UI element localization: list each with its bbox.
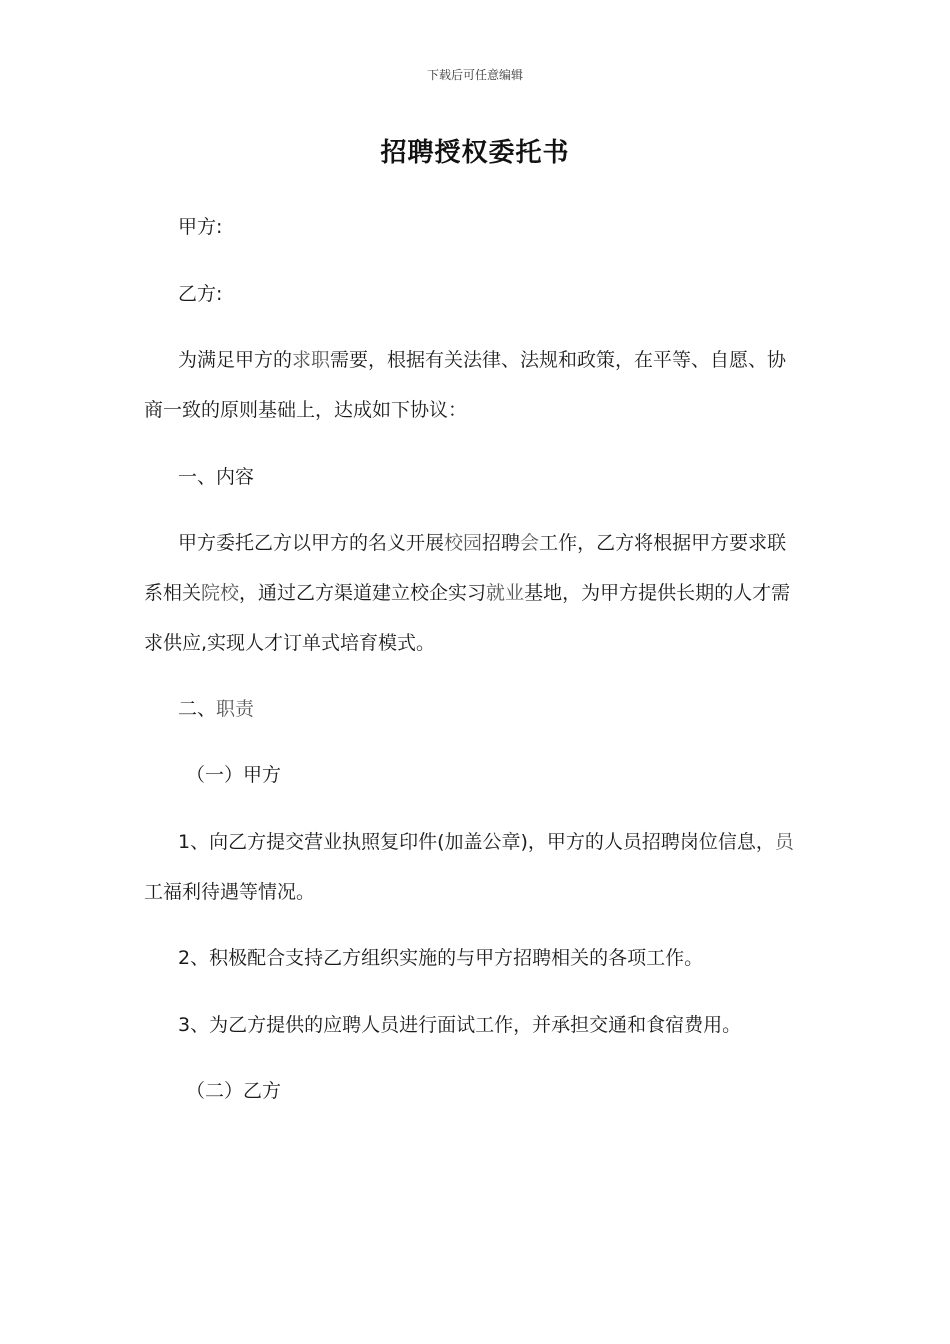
item-1-text: 1、向乙方提交营业执照复印件(加盖公章)，甲方的人员招聘岗位信息， [178,831,775,853]
subsection-party-a: （一）甲方 [186,764,282,786]
section-2-heading-number: 二、 [178,698,217,720]
section-1-text: 甲方委托乙方以甲方的名义开展 [178,532,445,554]
section-2-heading [144,695,838,723]
section-1-text-highlight: 院校 [201,582,240,604]
intro-paragraph-line-2: 商一致的原则基础上，达成如下协议： [144,399,468,421]
party-a-label: 甲方: [178,216,223,238]
intro-text: 为满足甲方的 [178,349,293,371]
item-1-text-highlight: 员 [774,831,794,853]
section-1-text: ，通过乙方渠道建立校企实习 [239,582,487,604]
section-1-paragraph-line-1 [144,529,838,557]
section-1-paragraph-line-2 [144,579,804,607]
document-title: 招聘授权委托书 [380,138,570,168]
item-1-line-1 [144,828,838,856]
section-1-text-highlight: 校园 [444,532,483,554]
section-1-text: 招聘 [482,532,521,554]
subsection-party-b: （二）乙方 [186,1080,282,1102]
item-2: 2、积极配合支持乙方组织实施的与甲方招聘相关的各项工作。 [178,947,704,969]
section-1-text: 工作，乙方将根据甲方要求联 [539,532,787,554]
section-1-text-highlight: 会 [520,532,540,554]
intro-paragraph-line-1 [144,346,838,374]
intro-text: 需要，根据有关法律、法规和政策，在平等、自愿、协 [330,349,787,371]
party-b-label: 乙方: [178,283,223,305]
section-1-heading: 一、内容 [178,466,255,488]
section-1-text: 系相关 [144,582,202,604]
item-1-line-2: 工福利待遇等情况。 [144,881,316,903]
section-1-paragraph-line-3: 求供应,实现人才订单式培育模式。 [144,632,436,654]
item-3: 3、为乙方提供的应聘人员进行面试工作，并承担交通和食宿费用。 [178,1014,742,1036]
section-1-text: 基地，为甲方提供长期的人才需 [524,582,791,604]
header-note: 下载后可任意编辑 [426,68,523,82]
section-2-heading-text: 职责 [216,698,255,720]
section-1-text-highlight: 就业 [486,582,525,604]
intro-text-highlight: 求职 [292,349,331,371]
